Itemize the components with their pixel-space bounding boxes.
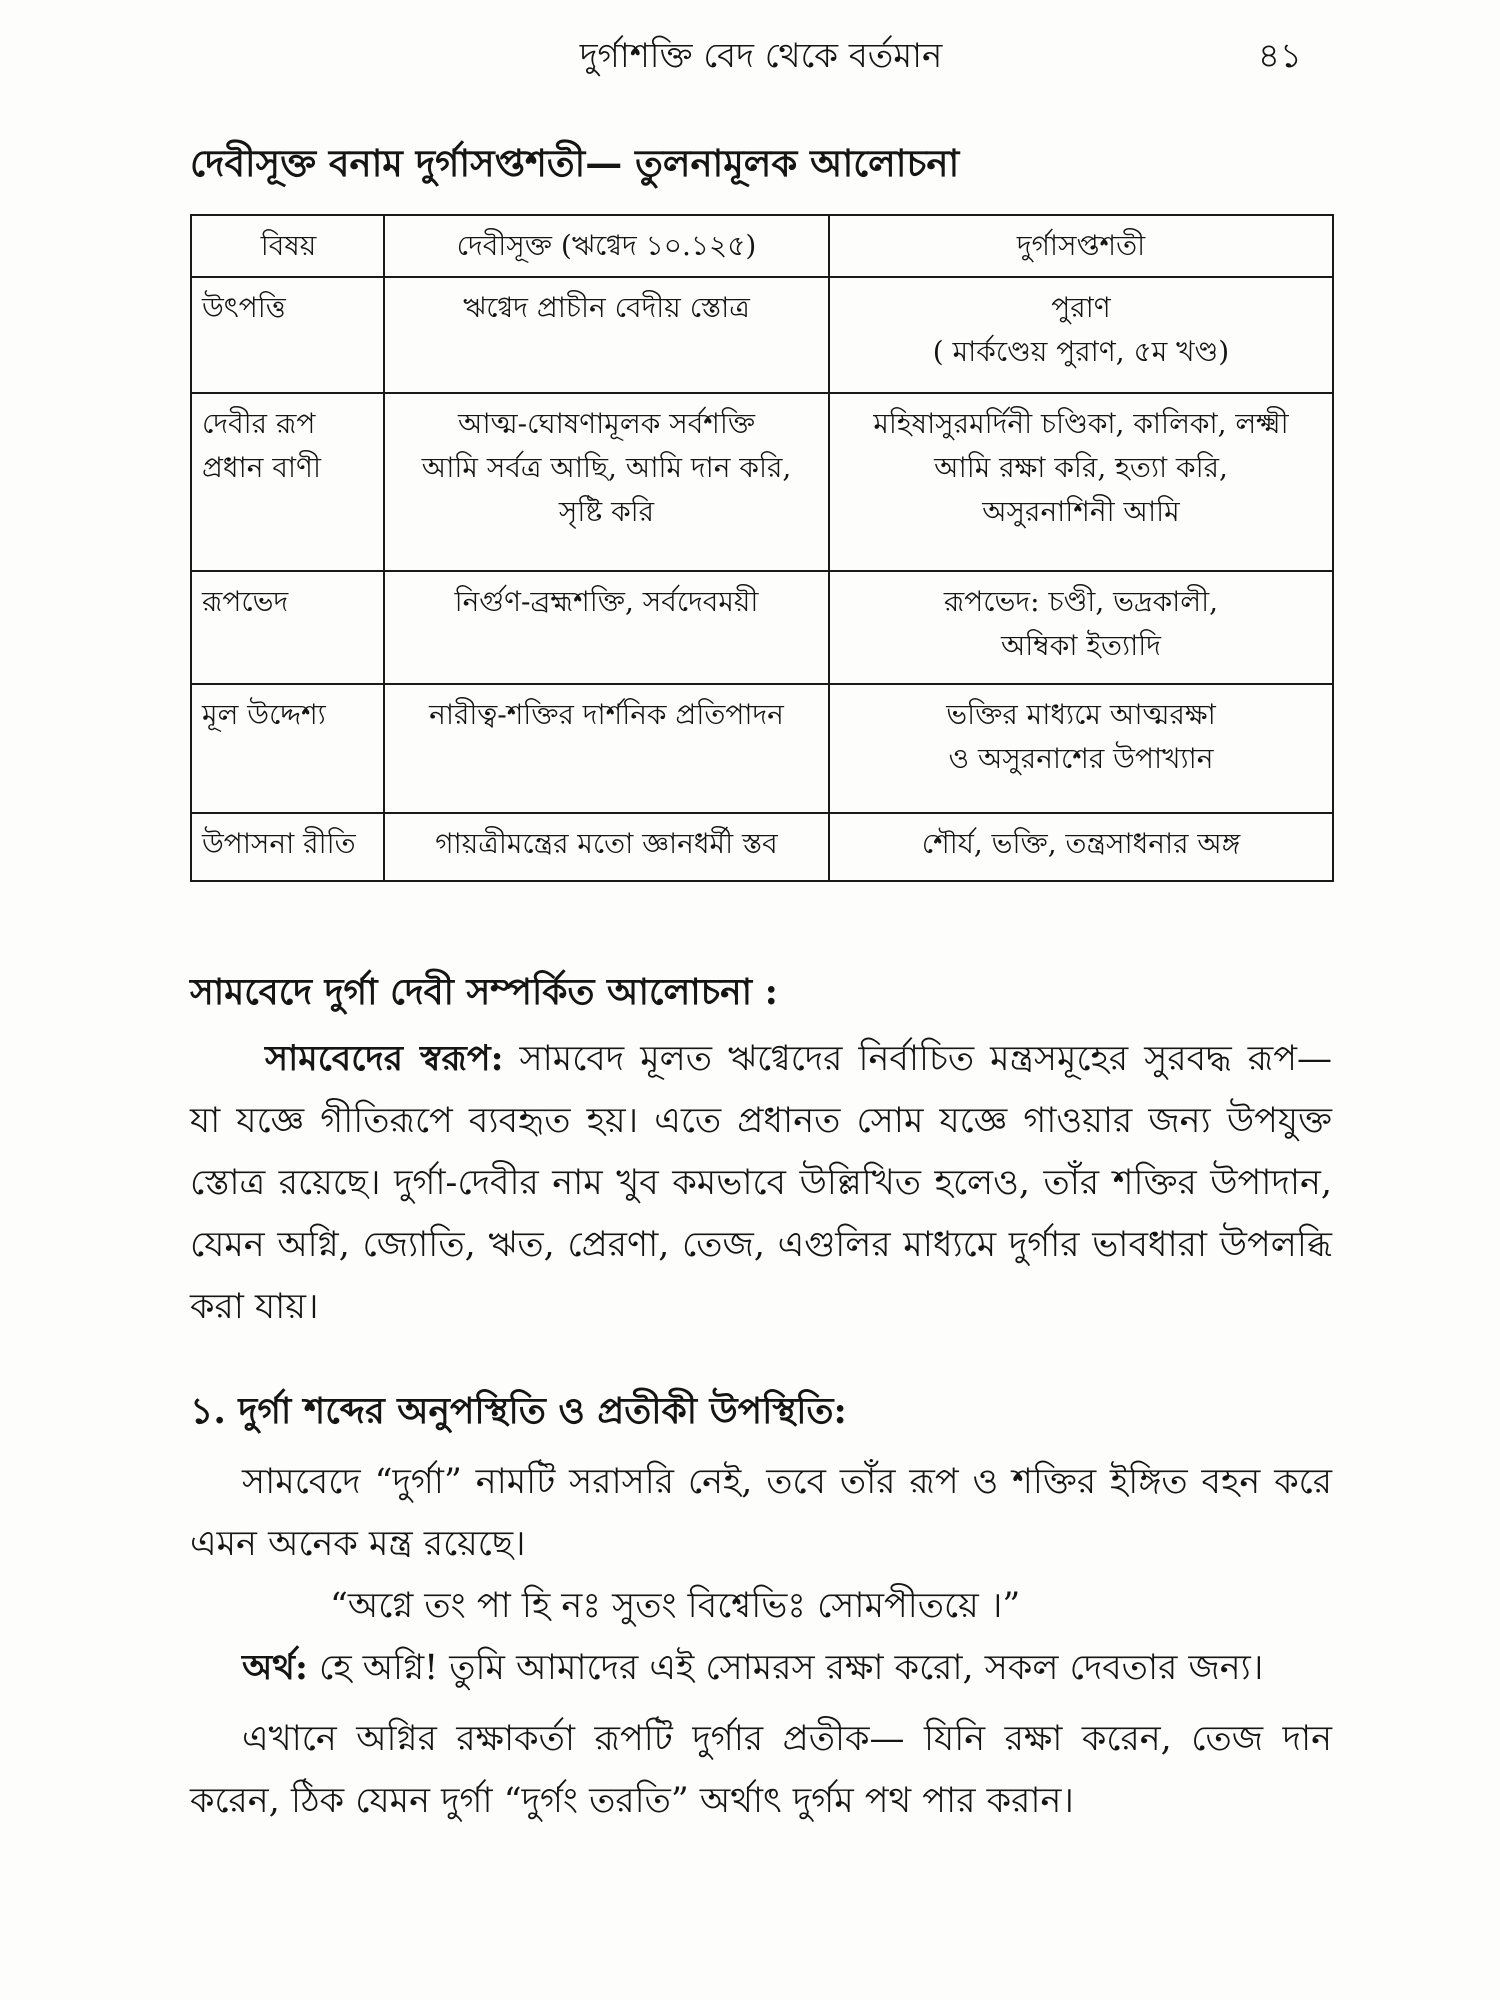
table-cell-saptashati	[829, 393, 1333, 571]
column-header-devisukta: দেবীসূক্ত (ঋগ্বেদ ১০.১২৫)	[384, 215, 829, 277]
samaveda-intro-paragraph	[190, 1028, 1332, 1338]
page-number: ৪১	[1257, 36, 1302, 76]
cell-line: ও অসুরনাশের উপাখ্যান	[948, 742, 1214, 775]
cell-line: শৌর্য, ভক্তি, তন্ত্রসাধনার অঙ্গ	[921, 827, 1241, 860]
meaning-label: অর্থ:	[242, 1647, 308, 1688]
cell-line: উপাসনা রীতি	[202, 827, 356, 860]
running-title: দুর্গাশক্তি বেদ থেকে বর্তমান	[579, 36, 943, 76]
table-row	[191, 393, 1333, 571]
cell-line: আমি রক্ষা করি, হত্যা করি,	[934, 451, 1228, 484]
table-cell-topic	[191, 571, 384, 684]
cell-line: পুরাণ	[1051, 291, 1111, 324]
table-cell-saptashati	[829, 684, 1333, 813]
table-row	[191, 277, 1333, 393]
meaning-text: হে অগ্নি! তুমি আমাদের এই সোমরস রক্ষা করো, সকল দেবতার জন্য।	[307, 1648, 1264, 1688]
table-cell-saptashati	[829, 277, 1333, 393]
cell-line: আমি সর্বত্র আছি, আমি দান করি,	[421, 451, 792, 484]
cell-line: মূল উদ্দেশ্য	[202, 698, 326, 731]
cell-line: অসুরনাশিনী আমি	[982, 495, 1180, 528]
table-cell-saptashati	[829, 813, 1333, 881]
cell-line: উৎপত্তি	[202, 291, 286, 324]
cell-line: আত্ম-ঘোষণামূলক সর্বশক্তি	[457, 407, 756, 440]
table-row	[191, 571, 1333, 684]
mantra-quote: “অগ্নে তং পা হি নঃ সুতং বিশ্বেভিঃ সোমপীতয়ে ।”	[330, 1586, 1021, 1626]
cell-line: প্রধান বাণী	[202, 451, 321, 484]
cell-line: ঋগ্বেদ প্রাচীন বেদীয় স্তোত্র	[463, 291, 750, 324]
text-column	[190, 0, 1332, 1832]
table-cell-topic	[191, 684, 384, 813]
cell-line: সৃষ্টি করি	[558, 495, 655, 528]
comparison-heading: দেবীসূক্ত বনাম দুর্গাসপ্তশতী— তুলনামূলক আলোচনা	[190, 141, 960, 185]
cell-line: গায়ত্রীমন্ত্রের মতো জ্ঞানধর্মী স্তব	[435, 827, 778, 860]
cell-line: রূপভেদ	[202, 585, 289, 618]
table-cell-topic	[191, 393, 384, 571]
table-cell-devisukta	[384, 571, 829, 684]
column-header-topic: বিষয়	[191, 215, 384, 277]
table-cell-saptashati	[829, 571, 1333, 684]
column-header-saptashati: দুর্গাসপ্তশতী	[829, 215, 1333, 277]
intro-text: সামবেদ মূলত ঋগ্বেদের নির্বাচিত মন্ত্রসমূহের সুরবদ্ধ রূপ— যা যজ্ঞে গীতিরূপে ব্যবহৃত হয়। এতে প্রধানত সোম যজ্ঞে গাওয়ার জন্য উপযুক্ত স্তোত্র রয়েছে। দুর্গা-দেবীর নাম খুব কমভাবে উল্লিখিত হলেও, তাঁর শক্তির উপাদান, যেমন অগ্নি, জ্যোতি, ঋত, প্রেরণা, তেজ, এগুলির মাধ্যমে দুর্গার ভাবধারা উপলব্ধি করা যায়।	[190, 1039, 1332, 1327]
table-cell-topic	[191, 813, 384, 881]
table-cell-devisukta	[384, 684, 829, 813]
table-cell-devisukta	[384, 393, 829, 571]
cell-line: অম্বিকা ইত্যাদি	[1001, 629, 1161, 662]
cell-line: ভক্তির মাধ্যমে আত্মরক্ষা	[946, 698, 1216, 731]
cell-line: রূপভেদ: চণ্ডী, ভদ্রকালী,	[943, 585, 1219, 618]
table-cell-devisukta	[384, 277, 829, 393]
cell-line: মহিষাসুরমর্দিনী চণ্ডিকা, কালিকা, লক্ষ্মী	[873, 407, 1289, 440]
cell-line: ( মার্কণ্ডেয় পুরাণ, ৫ম খণ্ড)	[932, 335, 1230, 368]
meaning-paragraph	[190, 1637, 1332, 1699]
comparison-table	[190, 214, 1334, 882]
table-cell-topic	[191, 277, 384, 393]
table-cell-devisukta	[384, 813, 829, 881]
intro-label: সামবেদের স্বরূপ:	[265, 1038, 504, 1079]
cell-line: নারীত্ব-শক্তির দার্শনিক প্রতিপাদন	[429, 698, 784, 731]
table-header-row	[191, 215, 1333, 277]
running-header	[190, 26, 1332, 86]
cell-line: দেবীর রূপ	[202, 407, 316, 440]
table-row	[191, 813, 1333, 881]
absence-paragraph: সামবেদে “দুর্গা” নামটি সরাসরি নেই, তবে তাঁর রূপ ও শক্তির ইঙ্গিত বহন করে এমন অনেক মন্ত্র রয়েছে।	[190, 1462, 1332, 1564]
cell-line: নির্গুণ-ব্রহ্মশক্তি, সর্বদেবময়ী	[454, 585, 759, 618]
symbol-paragraph: এখানে অগ্নির রক্ষাকর্তা রূপটি দুর্গার প্রতীক— যিনি রক্ষা করেন, তেজ দান করেন, ঠিক যেমন দুর্গা “দুর্গং তরতি” অর্থাৎ দুর্গম পথ পার করান।	[190, 1719, 1332, 1821]
samaveda-heading: সামবেদে দুর্গা দেবী সম্পর্কিত আলোচনা :	[190, 971, 778, 1013]
table-row	[191, 684, 1333, 813]
absence-subheading: ১. দুর্গা শব্দের অনুপস্থিতি ও প্রতীকী উপস্থিতি:	[190, 1390, 847, 1432]
